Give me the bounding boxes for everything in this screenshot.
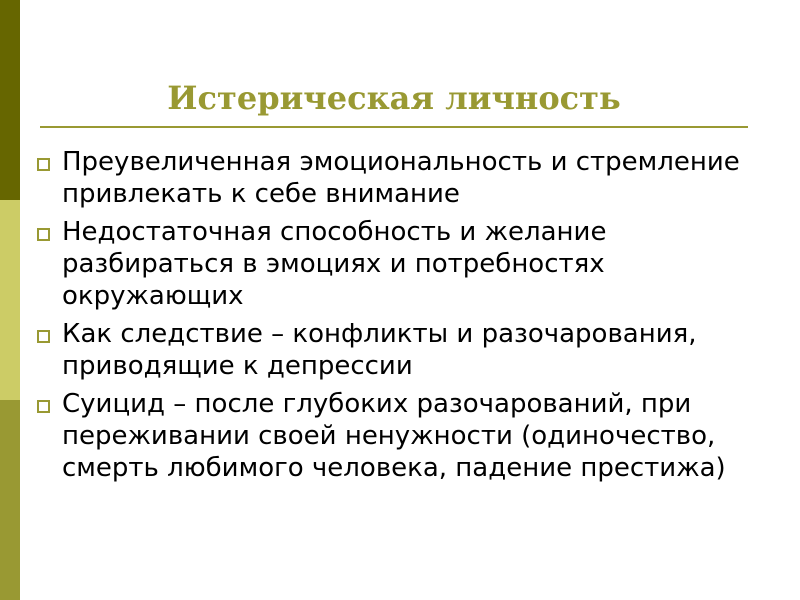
side-bar-bottom — [0, 400, 20, 600]
bullet-list — [34, 146, 774, 490]
bullet-text: Суицид – после глубоких разочарований, при переживании своей ненужности (одиночество, смерть любимого человека, падение престижа) — [62, 389, 726, 483]
bullet-item — [34, 216, 774, 312]
bullet-text: Как следствие – конфликты и разочарования, приводящие к депрессии — [62, 319, 697, 381]
square-bullet-icon — [37, 400, 50, 413]
side-bar-top — [0, 0, 20, 200]
side-bar-middle — [0, 200, 20, 400]
title-underline — [40, 126, 748, 128]
bullet-text: Недостаточная способность и желание разбираться в эмоциях и потребностях окружающих — [62, 217, 607, 311]
square-bullet-icon — [37, 228, 50, 241]
bullet-item — [34, 388, 774, 484]
square-bullet-icon — [37, 158, 50, 171]
bullet-text: Преувеличенная эмоциональность и стремление привлекать к себе внимание — [62, 147, 740, 209]
bullet-item — [34, 146, 774, 210]
bullet-item — [34, 318, 774, 382]
square-bullet-icon — [37, 330, 50, 343]
slide-title: Истерическая личность — [167, 79, 621, 117]
